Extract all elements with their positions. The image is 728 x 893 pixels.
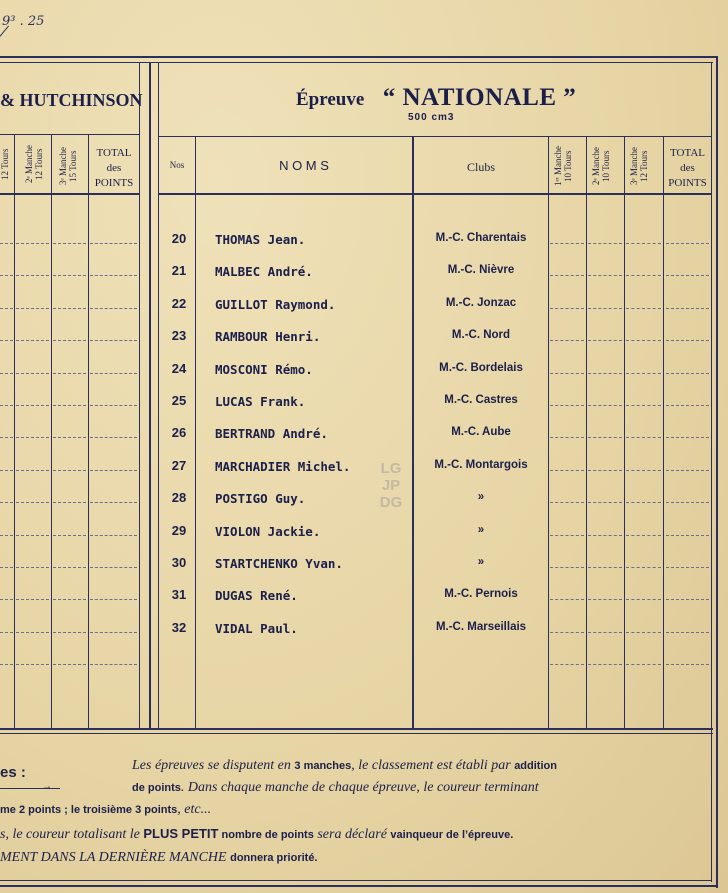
score-line: [0, 275, 13, 276]
score-line: [16, 599, 49, 600]
score-line: [53, 502, 86, 503]
score-line: [666, 567, 709, 568]
score-line: [588, 535, 622, 536]
score-line: [53, 664, 86, 665]
entry-name: DUGAS René.: [215, 588, 298, 603]
arrow-icon: →: [42, 781, 52, 792]
score-line: [53, 470, 86, 471]
score-line: [550, 632, 584, 633]
score-line: [16, 664, 49, 665]
main-col-line-m1: [586, 136, 587, 728]
score-line: [16, 243, 49, 244]
score-line: [0, 243, 13, 244]
score-line: [666, 502, 709, 503]
score-line: [53, 599, 86, 600]
entry-club: M.-C. Marseillais: [435, 621, 527, 633]
event-title: [296, 84, 576, 112]
score-line: [626, 470, 661, 471]
main-col-line-noms: [412, 136, 414, 728]
score-line: [666, 340, 709, 341]
entry-club: M.-C. Nord: [451, 329, 511, 341]
score-line: [550, 373, 584, 374]
score-line: [626, 502, 661, 503]
left-col-header-2: 2ᵉ Manche 12 Tours: [24, 144, 44, 184]
score-line: [550, 243, 584, 244]
table-bottom-inner: [0, 733, 713, 734]
event-title-prefix: Épreuve: [296, 89, 365, 110]
score-line: [588, 340, 622, 341]
score-line: [0, 373, 13, 374]
frame-bottom: [0, 885, 718, 887]
score-line: [90, 437, 137, 438]
score-line: [16, 567, 49, 568]
score-line: [666, 599, 709, 600]
score-line: [53, 535, 86, 536]
header-manche-1: 1ᵉʳ Manche 10 Tours: [553, 146, 573, 186]
score-line: [90, 275, 137, 276]
panel-divider-a: [139, 62, 140, 728]
score-line: [53, 275, 86, 276]
score-line: [90, 470, 137, 471]
score-line: [626, 664, 661, 665]
score-line: [0, 470, 13, 471]
entry-number: 25: [171, 393, 187, 408]
entry-name: MALBEC André.: [215, 264, 313, 279]
score-line: [626, 308, 661, 309]
score-line: [53, 437, 86, 438]
left-header-top: [0, 134, 139, 135]
score-line: [666, 437, 709, 438]
score-line: [16, 308, 49, 309]
score-line: [0, 664, 13, 665]
score-line: [588, 275, 622, 276]
entry-club: M.-C. Castres: [444, 394, 518, 406]
score-line: [53, 373, 86, 374]
score-line: [588, 664, 622, 665]
rules-line-2: de points. Dans chaque manche de chaque épreuve, le coureur terminant: [132, 780, 539, 795]
header-nos: Nos: [169, 160, 185, 170]
score-line: [90, 632, 137, 633]
score-line: [0, 340, 13, 341]
score-line: [16, 632, 49, 633]
score-line: [16, 502, 49, 503]
entry-club: »: [477, 524, 485, 536]
score-line: [550, 599, 584, 600]
handwritten-note: 9³ . 25: [2, 14, 45, 29]
score-line: [90, 308, 137, 309]
score-line: [53, 308, 86, 309]
frame-right-inner: [711, 62, 712, 882]
score-line: [550, 502, 584, 503]
main-header-top: [158, 136, 711, 137]
score-line: [588, 373, 622, 374]
entry-number: 21: [171, 263, 187, 278]
rules-line-1: Les épreuves se disputent en 3 manches, le classement est établi par addition: [132, 758, 557, 773]
score-line: [626, 632, 661, 633]
left-col-line-2: [51, 134, 52, 728]
left-col-header-3: 3ᵉ Manche 15 Tours: [58, 146, 78, 186]
score-line: [666, 373, 709, 374]
score-line: [626, 567, 661, 568]
entry-club: »: [477, 556, 485, 568]
score-line: [666, 470, 709, 471]
header-noms: N O M S: [279, 158, 329, 173]
entry-number: 29: [171, 523, 187, 538]
entry-number: 30: [171, 555, 187, 570]
score-line: [626, 405, 661, 406]
entry-number: 26: [171, 425, 187, 440]
entry-number: 31: [171, 587, 187, 602]
entry-club: M.-C. Montargois: [434, 459, 528, 471]
entry-name: RAMBOUR Henri.: [215, 329, 321, 344]
score-line: [588, 470, 622, 471]
score-line: [90, 405, 137, 406]
entry-name: VIDAL Paul.: [215, 621, 298, 636]
score-line: [90, 243, 137, 244]
score-line: [0, 599, 13, 600]
entry-number: 20: [171, 231, 187, 246]
rules-line-5: MENT DANS LA DERNIÈRE MANCHE donnera priorité.: [0, 850, 318, 865]
watermark-logo: LG JP DG: [379, 460, 403, 511]
score-line: [16, 405, 49, 406]
score-line: [16, 437, 49, 438]
left-col-line-3: [88, 134, 89, 728]
score-line: [588, 437, 622, 438]
score-line: [90, 502, 137, 503]
entry-club: M.-C. Bordelais: [439, 362, 523, 374]
score-line: [666, 632, 709, 633]
rules-label: es :: [0, 764, 26, 781]
frame-bottom-inner: [0, 880, 712, 881]
score-line: [626, 599, 661, 600]
score-line: [666, 535, 709, 536]
score-line: [550, 340, 584, 341]
entry-club: M.-C. Charentais: [435, 232, 527, 244]
score-line: [666, 275, 709, 276]
score-line: [53, 567, 86, 568]
main-col-line-m3: [663, 136, 664, 728]
score-line: [0, 535, 13, 536]
score-line: [16, 275, 49, 276]
entry-number: 24: [171, 361, 187, 376]
score-line: [626, 373, 661, 374]
score-line: [90, 599, 137, 600]
left-total-header: TOTAL des POINTS: [94, 147, 134, 189]
main-header-bottom: [158, 193, 711, 195]
entry-number: 27: [171, 458, 187, 473]
main-col-line-clubs: [548, 136, 549, 728]
score-line: [626, 340, 661, 341]
score-line: [588, 567, 622, 568]
rules-line-3: me 2 points ; le troisième 3 points, etc...: [0, 802, 212, 817]
panel-divider-b: [149, 62, 151, 728]
score-line: [0, 405, 13, 406]
score-line: [626, 243, 661, 244]
score-line: [666, 664, 709, 665]
entry-name: GUILLOT Raymond.: [215, 297, 336, 312]
score-line: [0, 632, 13, 633]
score-line: [588, 405, 622, 406]
entry-name: STARTCHENKO Yvan.: [215, 556, 343, 571]
score-line: [16, 470, 49, 471]
score-line: [550, 567, 584, 568]
entry-name: POSTIGO Guy.: [215, 491, 306, 506]
entry-number: 23: [171, 328, 187, 343]
score-line: [626, 275, 661, 276]
left-panel-title: & HUTCHINSON: [0, 90, 143, 110]
main-col-line-m2: [624, 136, 625, 728]
score-line: [16, 535, 49, 536]
event-subtitle: 500 cm3: [408, 112, 455, 123]
entry-name: THOMAS Jean.: [215, 232, 306, 247]
score-line: [550, 664, 584, 665]
score-line: [588, 308, 622, 309]
score-line: [53, 405, 86, 406]
score-line: [0, 308, 13, 309]
rules-line-4: s, le coureur totalisant le PLUS PETIT nombre de points sera déclaré vainqueur de l’épreuve.: [0, 826, 514, 842]
score-line: [90, 535, 137, 536]
left-col-line-1: [14, 134, 15, 728]
table-bottom: [0, 728, 713, 730]
main-col-line-nos: [195, 136, 196, 728]
score-line: [666, 243, 709, 244]
entry-club: M.-C. Jonzac: [445, 297, 517, 309]
score-line: [626, 437, 661, 438]
score-line: [588, 599, 622, 600]
score-line: [53, 340, 86, 341]
entry-number: 32: [171, 620, 187, 635]
frame-right: [716, 56, 718, 888]
entry-name: VIOLON Jackie.: [215, 524, 321, 539]
frame-top: [0, 56, 718, 58]
entry-name: MARCHADIER Michel.: [215, 459, 351, 474]
score-line: [666, 405, 709, 406]
score-line: [90, 373, 137, 374]
score-line: [90, 340, 137, 341]
score-line: [550, 275, 584, 276]
entry-club: M.-C. Pernois: [444, 588, 518, 600]
frame-top-inner: [0, 62, 713, 63]
entry-club: »: [477, 491, 485, 503]
left-header-bottom: [0, 193, 139, 195]
score-line: [588, 632, 622, 633]
score-line: [90, 664, 137, 665]
left-col-header-1: 12 Tours: [0, 148, 10, 180]
score-line: [588, 243, 622, 244]
panel-divider-c: [158, 62, 159, 728]
entry-number: 28: [171, 490, 187, 505]
score-line: [550, 470, 584, 471]
header-manche-2: 2ᵉ Manche 10 Tours: [591, 146, 611, 186]
score-line: [53, 243, 86, 244]
score-line: [0, 437, 13, 438]
score-line: [550, 437, 584, 438]
score-line: [90, 567, 137, 568]
entry-name: BERTRAND André.: [215, 426, 328, 441]
entry-number: 22: [171, 296, 187, 311]
score-line: [666, 308, 709, 309]
entry-club: M.-C. Nièvre: [447, 264, 515, 276]
score-line: [588, 502, 622, 503]
score-line: [0, 502, 13, 503]
entry-name: MOSCONI Rémo.: [215, 362, 313, 377]
score-line: [53, 632, 86, 633]
score-line: [16, 340, 49, 341]
entry-name: LUCAS Frank.: [215, 394, 306, 409]
score-line: [550, 308, 584, 309]
score-line: [550, 535, 584, 536]
score-line: [16, 373, 49, 374]
main-total-header: TOTAL des POINTS: [668, 147, 707, 189]
score-line: [626, 535, 661, 536]
entry-club: M.-C. Aube: [451, 426, 511, 438]
header-manche-3: 3ᵉ Manche 12 Tours: [629, 146, 649, 186]
score-line: [550, 405, 584, 406]
header-clubs: Clubs: [466, 160, 495, 174]
score-line: [0, 567, 13, 568]
event-title-name: “ NATIONALE ”: [382, 84, 577, 111]
